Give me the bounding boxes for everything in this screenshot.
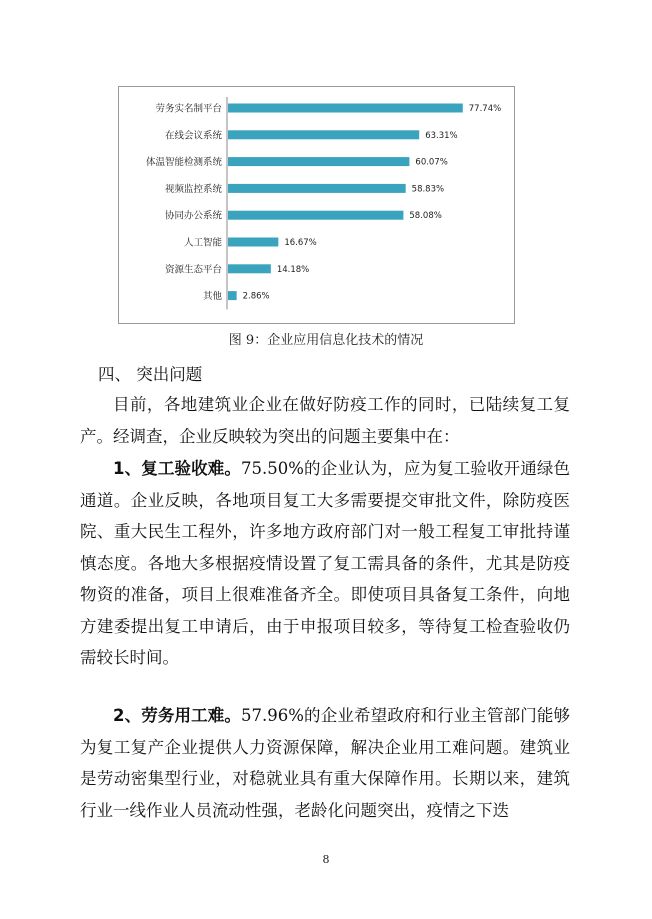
section-heading: 四、 突出问题 bbox=[98, 365, 203, 384]
page-number: 8 bbox=[322, 853, 330, 866]
bar bbox=[228, 291, 237, 300]
value-label: 63.31% bbox=[425, 130, 458, 141]
intro-paragraph: 目前，各地建筑业企业在做好防疫工作的同时，已陆续复工复产。经调查，企业反映较为突出的问题主要集中在： bbox=[80, 395, 570, 446]
item-1-paragraph bbox=[80, 453, 570, 674]
bar-chart-canvas bbox=[119, 87, 516, 325]
bar bbox=[228, 264, 271, 273]
figure-caption: 图 9：企业应用信息化技术的情况 bbox=[228, 333, 424, 348]
bar bbox=[228, 238, 278, 247]
category-label: 体温智能检测系统 bbox=[145, 157, 222, 169]
category-label: 劳务实名制平台 bbox=[155, 103, 222, 115]
category-label: 其他 bbox=[202, 291, 222, 303]
bar bbox=[228, 184, 406, 193]
value-label: 2.86% bbox=[242, 291, 270, 302]
value-label: 58.83% bbox=[411, 184, 445, 195]
value-label: 58.08% bbox=[409, 211, 442, 222]
value-label: 60.07% bbox=[415, 157, 448, 168]
category-label: 视频监控系统 bbox=[164, 183, 222, 195]
item-1-title: 1、复工验收难。 bbox=[113, 459, 242, 478]
bar-chart bbox=[118, 86, 515, 324]
item-2-title: 2、劳务用工难。 bbox=[113, 706, 242, 725]
bar bbox=[228, 157, 409, 166]
category-label: 人工智能 bbox=[183, 237, 222, 249]
value-label: 14.18% bbox=[276, 264, 310, 275]
item-2-body: 57.96%的企业希望政府和行业主管部门能够为复工复产企业提供人力资源保障，解决企业用工难问题。建筑业是劳动密集型行业，对稳就业具有重大保障作用。长期以来，建筑行业一线作业人员流动性强，老龄化问题突出，疫情之下迭 bbox=[80, 706, 570, 820]
bar bbox=[228, 130, 419, 139]
item-2-paragraph bbox=[80, 700, 570, 826]
bar bbox=[228, 211, 403, 220]
value-label: 77.74% bbox=[468, 104, 502, 114]
item-1-body: 75.50%的企业认为，应为复工验收开通绿色通道。企业反映，各地项目复工大多需要提交审批文件，除防疫医院、重大民生工程外，许多地方政府部门对一般工程复工审批持谨慎态度。各地大多根据疫情设置了复工需具备的条件，尤其是防疫物资的准备，项目上很难准备齐全。即使项目具备复工条件，向地方建委提出复工申请后，由于申报项目较多，等待复工检查验收仍需较长时间。 bbox=[80, 459, 570, 667]
category-label: 在线会议系统 bbox=[164, 130, 222, 142]
category-label: 资源生态平台 bbox=[164, 264, 222, 276]
category-label: 协同办公系统 bbox=[164, 210, 222, 222]
bar bbox=[228, 104, 463, 113]
value-label: 16.67% bbox=[284, 238, 317, 248]
